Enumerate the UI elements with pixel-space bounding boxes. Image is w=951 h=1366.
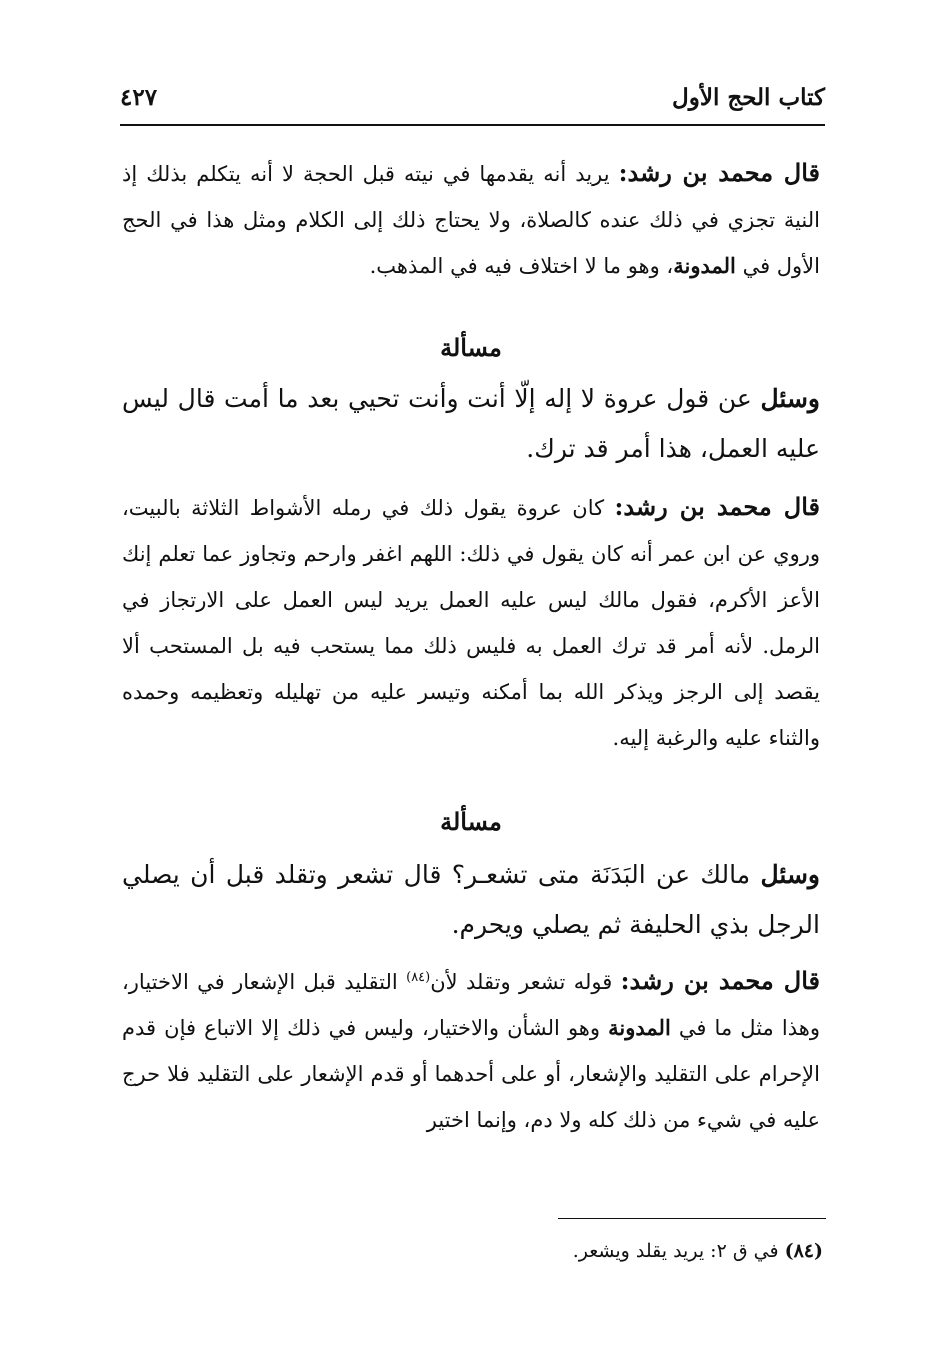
- commentary-text-end: ، وهو ما لا اختلاف فيه في المذهب.: [369, 254, 674, 278]
- question-lead: وسئل: [760, 860, 820, 889]
- page-number: ٤٢٧: [120, 84, 158, 111]
- commentary-lead: قال محمد بن رشد:: [614, 492, 820, 521]
- commentary-text-a: قوله تشعر وتقلد لأن: [430, 970, 613, 994]
- question-text: عن قول عروة لا إله إلّا أنت وأنت تحيي بعد ما أمت قال ليس عليه العمل، هذا أمر قد ترك.: [122, 384, 820, 463]
- page-header: [120, 80, 825, 124]
- book-reference: المدونة: [673, 253, 736, 278]
- page-body: [122, 150, 820, 1143]
- commentary-text-c: وهو الشأن والاختيار، وليس في ذلك إلا الاتباع فإن قدم الإحرام على التقليد والإشعار، أو على أحدهما أو قدم الإشعار على التقليد فلا حرج عليه في شيء من ذلك كله ولا دم، وإنما اختير: [122, 1016, 820, 1132]
- question-paragraph-1: [122, 374, 820, 474]
- commentary-text: يريد أنه يقدمها في نيته قبل الحجة لا أنه يتكلم بذلك إذ النية تجزي في ذلك عنده كالصلاة، ولا يحتاج ذلك إلى الكلام ومثل هذا في الحج الأول في: [122, 162, 820, 278]
- commentary-paragraph-2: [122, 484, 820, 761]
- question-text: مالك عن البَدَنَة متى تشعـر؟ قال تشعر وتقلد قبل أن يصلي الرجل بذي الحليفة ثم يصلي ويحرم.: [122, 860, 820, 939]
- commentary-paragraph-3: [122, 958, 820, 1143]
- commentary-text-b: التقليد قبل الإشعار في الاختيار، وهذا مثل ما في: [122, 970, 820, 1040]
- footnote-number: (٨٤): [784, 1240, 823, 1262]
- footnote-text: في ق ٢: يريد يقلد ويشعر.: [572, 1240, 779, 1262]
- question-paragraph-2: [122, 850, 820, 950]
- header-rule: [120, 124, 825, 126]
- section-heading-2: مسألة: [440, 807, 502, 836]
- commentary-lead: قال محمد بن رشد:: [620, 966, 820, 995]
- footnote-rule: [558, 1218, 826, 1219]
- question-lead: وسئل: [760, 384, 820, 413]
- section-heading-1: مسألة: [440, 333, 502, 362]
- commentary-lead: قال محمد بن رشد:: [618, 158, 820, 187]
- commentary-text: كان عروة يقول ذلك في رمله الأشواط الثلاثة بالبيت، وروي عن ابن عمر أنه كان يقول في ذلك: اللهم اغفر وارحم وتجاوز عما تعلم إنك الأعز الأكرم، فقول مالك ليس عليه العمل يريد ليس العمل على الارتجاز في الرمل. لأنه أمر قد ترك العمل به فليس ذلك مما يستحب فيه بل المستحب ألا يقصد إلى الرجز ويذكر الله بما أمكنه وتيسر عليه من تهليله وتعظيمه وحمده والثناء عليه والرغبة إليه.: [122, 496, 820, 750]
- commentary-paragraph-1: [122, 150, 820, 289]
- footnote-reference[interactable]: (٨٤): [406, 970, 431, 985]
- footnote: [573, 1236, 823, 1266]
- book-reference: المدونة: [608, 1015, 671, 1040]
- running-title: كتاب الحج الأول: [672, 84, 825, 111]
